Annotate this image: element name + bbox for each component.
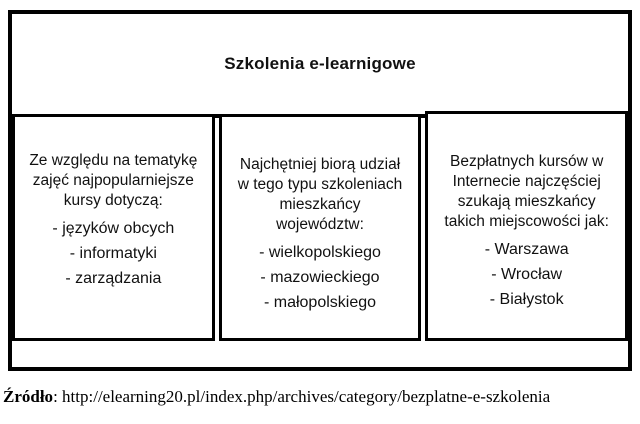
column-heading bbox=[222, 155, 419, 235]
list-item: - zarządzania bbox=[65, 270, 162, 287]
list-item: - informatyki bbox=[69, 245, 157, 262]
column-heading bbox=[15, 151, 212, 211]
topic-column-tematyka bbox=[12, 114, 215, 341]
heading-line: Bezpłatnych kursów w bbox=[450, 153, 604, 170]
list-item: - Białystok bbox=[489, 291, 564, 308]
heading-line: Najchętniej biorą udział bbox=[239, 156, 401, 173]
source-url: http://elearning20.pl/index.php/archives/category/bezplatne-e-szkolenia bbox=[62, 387, 551, 406]
heading-line: Internecie najczęściej bbox=[452, 173, 601, 190]
heading-line: takich miejscowości jak: bbox=[444, 213, 609, 230]
list-item: - wielkopolskiego bbox=[259, 244, 381, 261]
heading-line: kursy dotyczą: bbox=[63, 192, 163, 209]
diagram-title: Szkolenia e-learnigowe bbox=[224, 54, 416, 73]
list-item: - Warszawa bbox=[484, 241, 569, 258]
column-heading bbox=[428, 152, 625, 232]
list-item: - języków obcych bbox=[52, 220, 175, 237]
heading-line: szukają mieszkańcy bbox=[457, 193, 596, 210]
diagram-frame bbox=[8, 10, 632, 371]
list-item: - mazowieckiego bbox=[260, 269, 380, 286]
topic-column-wojewodztwa bbox=[219, 114, 422, 341]
title-box bbox=[12, 14, 628, 118]
columns-row bbox=[12, 114, 628, 341]
heading-line: województw: bbox=[276, 216, 364, 233]
source-separator: : bbox=[53, 387, 63, 406]
list-item: - Wrocław bbox=[491, 266, 563, 283]
source-caption bbox=[3, 387, 550, 407]
heading-line: Ze względu na tematykę bbox=[29, 152, 198, 169]
source-label: Źródło bbox=[3, 387, 54, 406]
heading-line: zajęć najpopularniejsze bbox=[32, 172, 194, 189]
list-item: - małopolskiego bbox=[263, 294, 377, 311]
heading-line: mieszkańcy bbox=[279, 196, 361, 213]
topic-column-miejscowosci bbox=[425, 111, 628, 341]
heading-line: w tego typu szkoleniach bbox=[237, 176, 403, 193]
